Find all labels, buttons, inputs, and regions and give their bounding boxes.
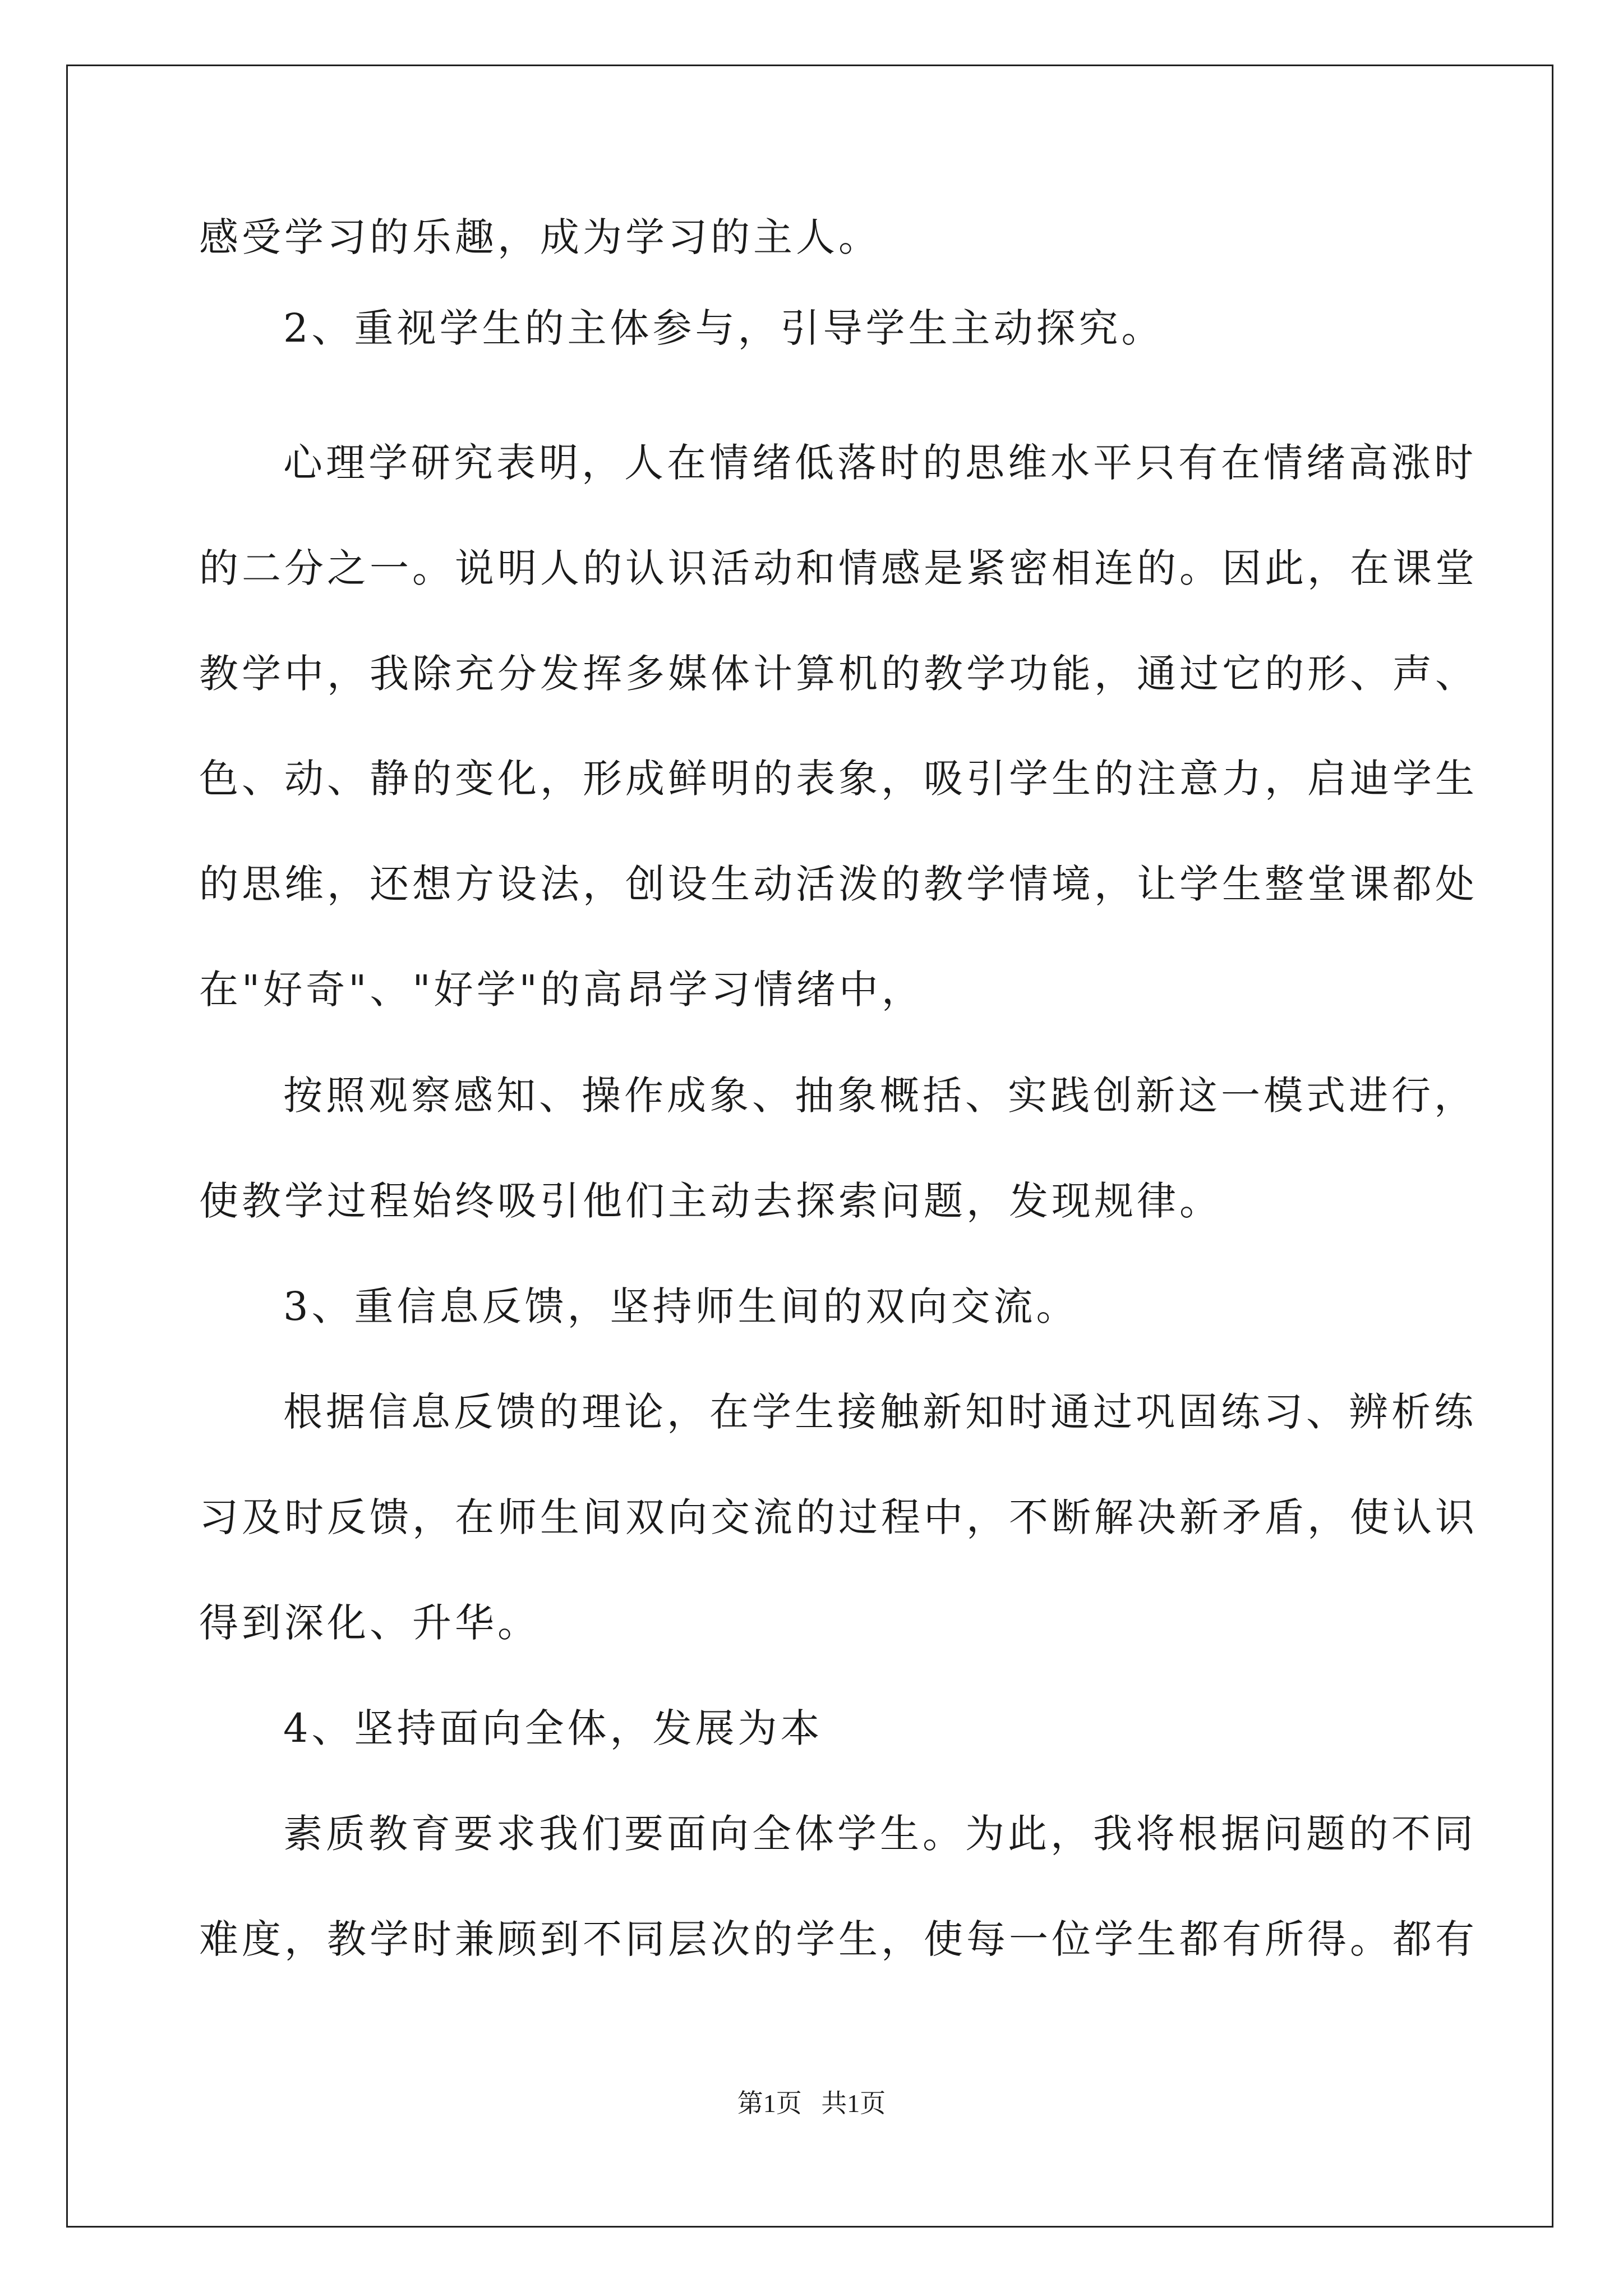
page-number: 第1页 共1页 xyxy=(737,2089,886,2118)
text-line: 难度，教学时兼顾到不同层次的学生，使每一位学生都有所得。都有 xyxy=(199,1916,1478,1962)
text-line: 根据信息反馈的理论，在学生接触新知时通过巩固练习、辨析练 xyxy=(283,1389,1477,1435)
text-line: 按照观察感知、操作成象、抽象概括、实践创新这一模式进行， xyxy=(283,1073,1477,1119)
text-line: 素质教育要求我们要面向全体学生。为此，我将根据问题的不同 xyxy=(283,1811,1477,1857)
text-line: 教学中，我除充分发挥多媒体计算机的教学功能，通过它的形、声、 xyxy=(199,651,1478,697)
text-line: 色、动、静的变化，形成鲜明的表象，吸引学生的注意力，启迪学生 xyxy=(199,756,1478,802)
text-line: 使教学过程始终吸引他们主动去探索问题，发现规律。 xyxy=(199,1178,1222,1224)
section-heading: 2、重视学生的主体参与，引导学生主动探究。 xyxy=(283,305,1164,351)
text-line: 心理学研究表明，人在情绪低落时的思维水平只有在情绪高涨时 xyxy=(283,440,1477,486)
section-heading: 4、坚持面向全体，发展为本 xyxy=(283,1705,823,1751)
page-border xyxy=(66,65,1553,2228)
text-line: 得到深化、升华。 xyxy=(199,1600,540,1646)
section-heading: 3、重信息反馈，坚持师生间的双向交流。 xyxy=(283,1283,1079,1329)
text-line: 在"好奇"、"好学"的高昂学习情绪中， xyxy=(199,967,924,1013)
text-line: 的思维，还想方设法，创设生动活泼的教学情境，让学生整堂课都处 xyxy=(199,861,1478,907)
text-line: 的二分之一。说明人的认识活动和情感是紧密相连的。因此，在课堂 xyxy=(199,545,1478,591)
text-line: 习及时反馈，在师生间双向交流的过程中，不断解决新矛盾，使认识 xyxy=(199,1494,1478,1540)
text-line: 感受学习的乐趣，成为学习的主人。 xyxy=(199,214,881,260)
